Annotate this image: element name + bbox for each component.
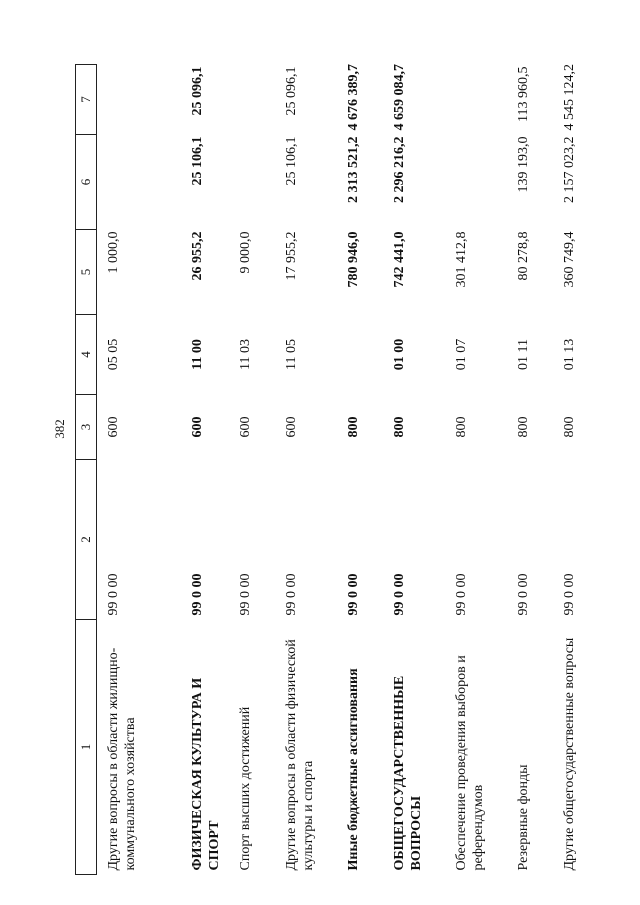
row-col6: 2 296 216,2 bbox=[392, 136, 407, 203]
row-col4: 11 05 bbox=[284, 339, 299, 370]
row-col5: 301 412,8 bbox=[454, 231, 469, 288]
row-name: Обеспечение проведения выборов и референдумов bbox=[454, 655, 486, 871]
row-name: Другие вопросы в области жилищно-коммунального хозяйства bbox=[106, 647, 138, 871]
row-col7: 113 960,5 bbox=[516, 66, 531, 122]
row-col3: 600 bbox=[106, 416, 121, 438]
table-row bbox=[275, 65, 337, 875]
table-row bbox=[445, 65, 507, 875]
table-row bbox=[181, 65, 229, 875]
row-col6: 139 193,0 bbox=[516, 136, 531, 193]
table-row bbox=[97, 65, 182, 875]
row-code: 99 0 00 bbox=[392, 573, 407, 616]
header-row bbox=[76, 65, 97, 875]
page-number: 382 bbox=[52, 419, 67, 439]
row-col3: 600 bbox=[238, 416, 253, 438]
row-col4: 01 11 bbox=[516, 339, 531, 370]
header-cell-3: 3 bbox=[76, 395, 97, 460]
row-col5: 9 000,0 bbox=[238, 231, 253, 274]
row-name: Другие вопросы в области физической культуры и спорта bbox=[284, 639, 316, 871]
row-col3: 800 bbox=[562, 416, 577, 438]
row-col5: 742 441,0 bbox=[392, 231, 407, 288]
header-cell-4: 4 bbox=[76, 315, 97, 395]
row-col7 bbox=[229, 65, 275, 135]
table-row bbox=[229, 65, 275, 875]
row-col3: 800 bbox=[346, 416, 361, 438]
row-col3: 800 bbox=[392, 416, 407, 438]
row-name: Другие общегосударственные вопросы bbox=[562, 637, 577, 871]
row-name: Иные бюджетные ассигнования bbox=[346, 668, 361, 871]
row-name: Резервные фонды bbox=[516, 764, 531, 871]
row-col7: 25 096,1 bbox=[190, 66, 205, 116]
row-col4: 05 05 bbox=[106, 338, 121, 371]
row-col6: 25 106,1 bbox=[284, 136, 299, 186]
row-col7: 4 659 084,7 bbox=[392, 64, 407, 131]
row-col4: 01 00 bbox=[392, 338, 407, 371]
table-row bbox=[383, 65, 445, 875]
row-code: 99 0 00 bbox=[516, 573, 531, 616]
row-code: 99 0 00 bbox=[238, 573, 253, 616]
row-col5: 360 749,4 bbox=[562, 231, 577, 288]
row-col4: 01 07 bbox=[454, 338, 469, 371]
row-code: 99 0 00 bbox=[106, 573, 121, 616]
row-col4: 01 13 bbox=[562, 338, 577, 371]
row-col5: 780 946,0 bbox=[346, 231, 361, 288]
row-code: 99 0 00 bbox=[454, 573, 469, 616]
row-col5: 1 000,0 bbox=[106, 231, 121, 274]
row-col5: 17 955,2 bbox=[284, 231, 299, 281]
row-col6: 2 157 023,2 bbox=[562, 136, 577, 203]
row-col6: 25 106,1 bbox=[190, 136, 205, 186]
row-code: 99 0 00 bbox=[346, 573, 361, 616]
header-cell-2: 2 bbox=[76, 460, 97, 620]
row-col6 bbox=[97, 135, 182, 230]
row-col4: 11 00 bbox=[190, 339, 205, 370]
budget-table bbox=[75, 64, 615, 875]
row-col7 bbox=[445, 65, 507, 135]
table-row bbox=[553, 65, 615, 875]
row-name: ОБЩЕГОСУДАРСТВЕННЫЕ ВОПРОСЫ bbox=[392, 675, 424, 871]
header-cell-7: 7 bbox=[76, 65, 97, 135]
row-name: Спорт высших достижений bbox=[238, 706, 253, 871]
row-col3: 600 bbox=[284, 416, 299, 438]
row-col5: 80 278,8 bbox=[516, 231, 531, 281]
row-col7: 25 096,1 bbox=[284, 66, 299, 116]
row-col4: 11 03 bbox=[238, 339, 253, 370]
row-col7 bbox=[97, 65, 182, 135]
row-col3: 800 bbox=[454, 416, 469, 438]
row-col6 bbox=[229, 135, 275, 230]
row-col7: 4 545 124,2 bbox=[562, 64, 577, 131]
row-code: 99 0 00 bbox=[562, 573, 577, 616]
row-col6 bbox=[445, 135, 507, 230]
row-name: ФИЗИЧЕСКАЯ КУЛЬТУРА И СПОРТ bbox=[190, 677, 222, 871]
row-code: 99 0 00 bbox=[190, 573, 205, 616]
row-col6: 2 313 521,2 bbox=[346, 136, 361, 203]
row-col5: 26 955,2 bbox=[190, 231, 205, 281]
table-row bbox=[337, 65, 383, 875]
table-row bbox=[507, 65, 553, 875]
header-cell-1: 1 bbox=[76, 620, 97, 875]
row-col3: 800 bbox=[516, 416, 531, 438]
row-col3: 600 bbox=[190, 416, 205, 438]
row-code: 99 0 00 bbox=[284, 573, 299, 616]
budget-table-container bbox=[75, 65, 615, 875]
header-cell-6: 6 bbox=[76, 135, 97, 230]
row-col4 bbox=[337, 315, 383, 395]
header-cell-5: 5 bbox=[76, 230, 97, 315]
row-col7: 4 676 389,7 bbox=[346, 64, 361, 131]
